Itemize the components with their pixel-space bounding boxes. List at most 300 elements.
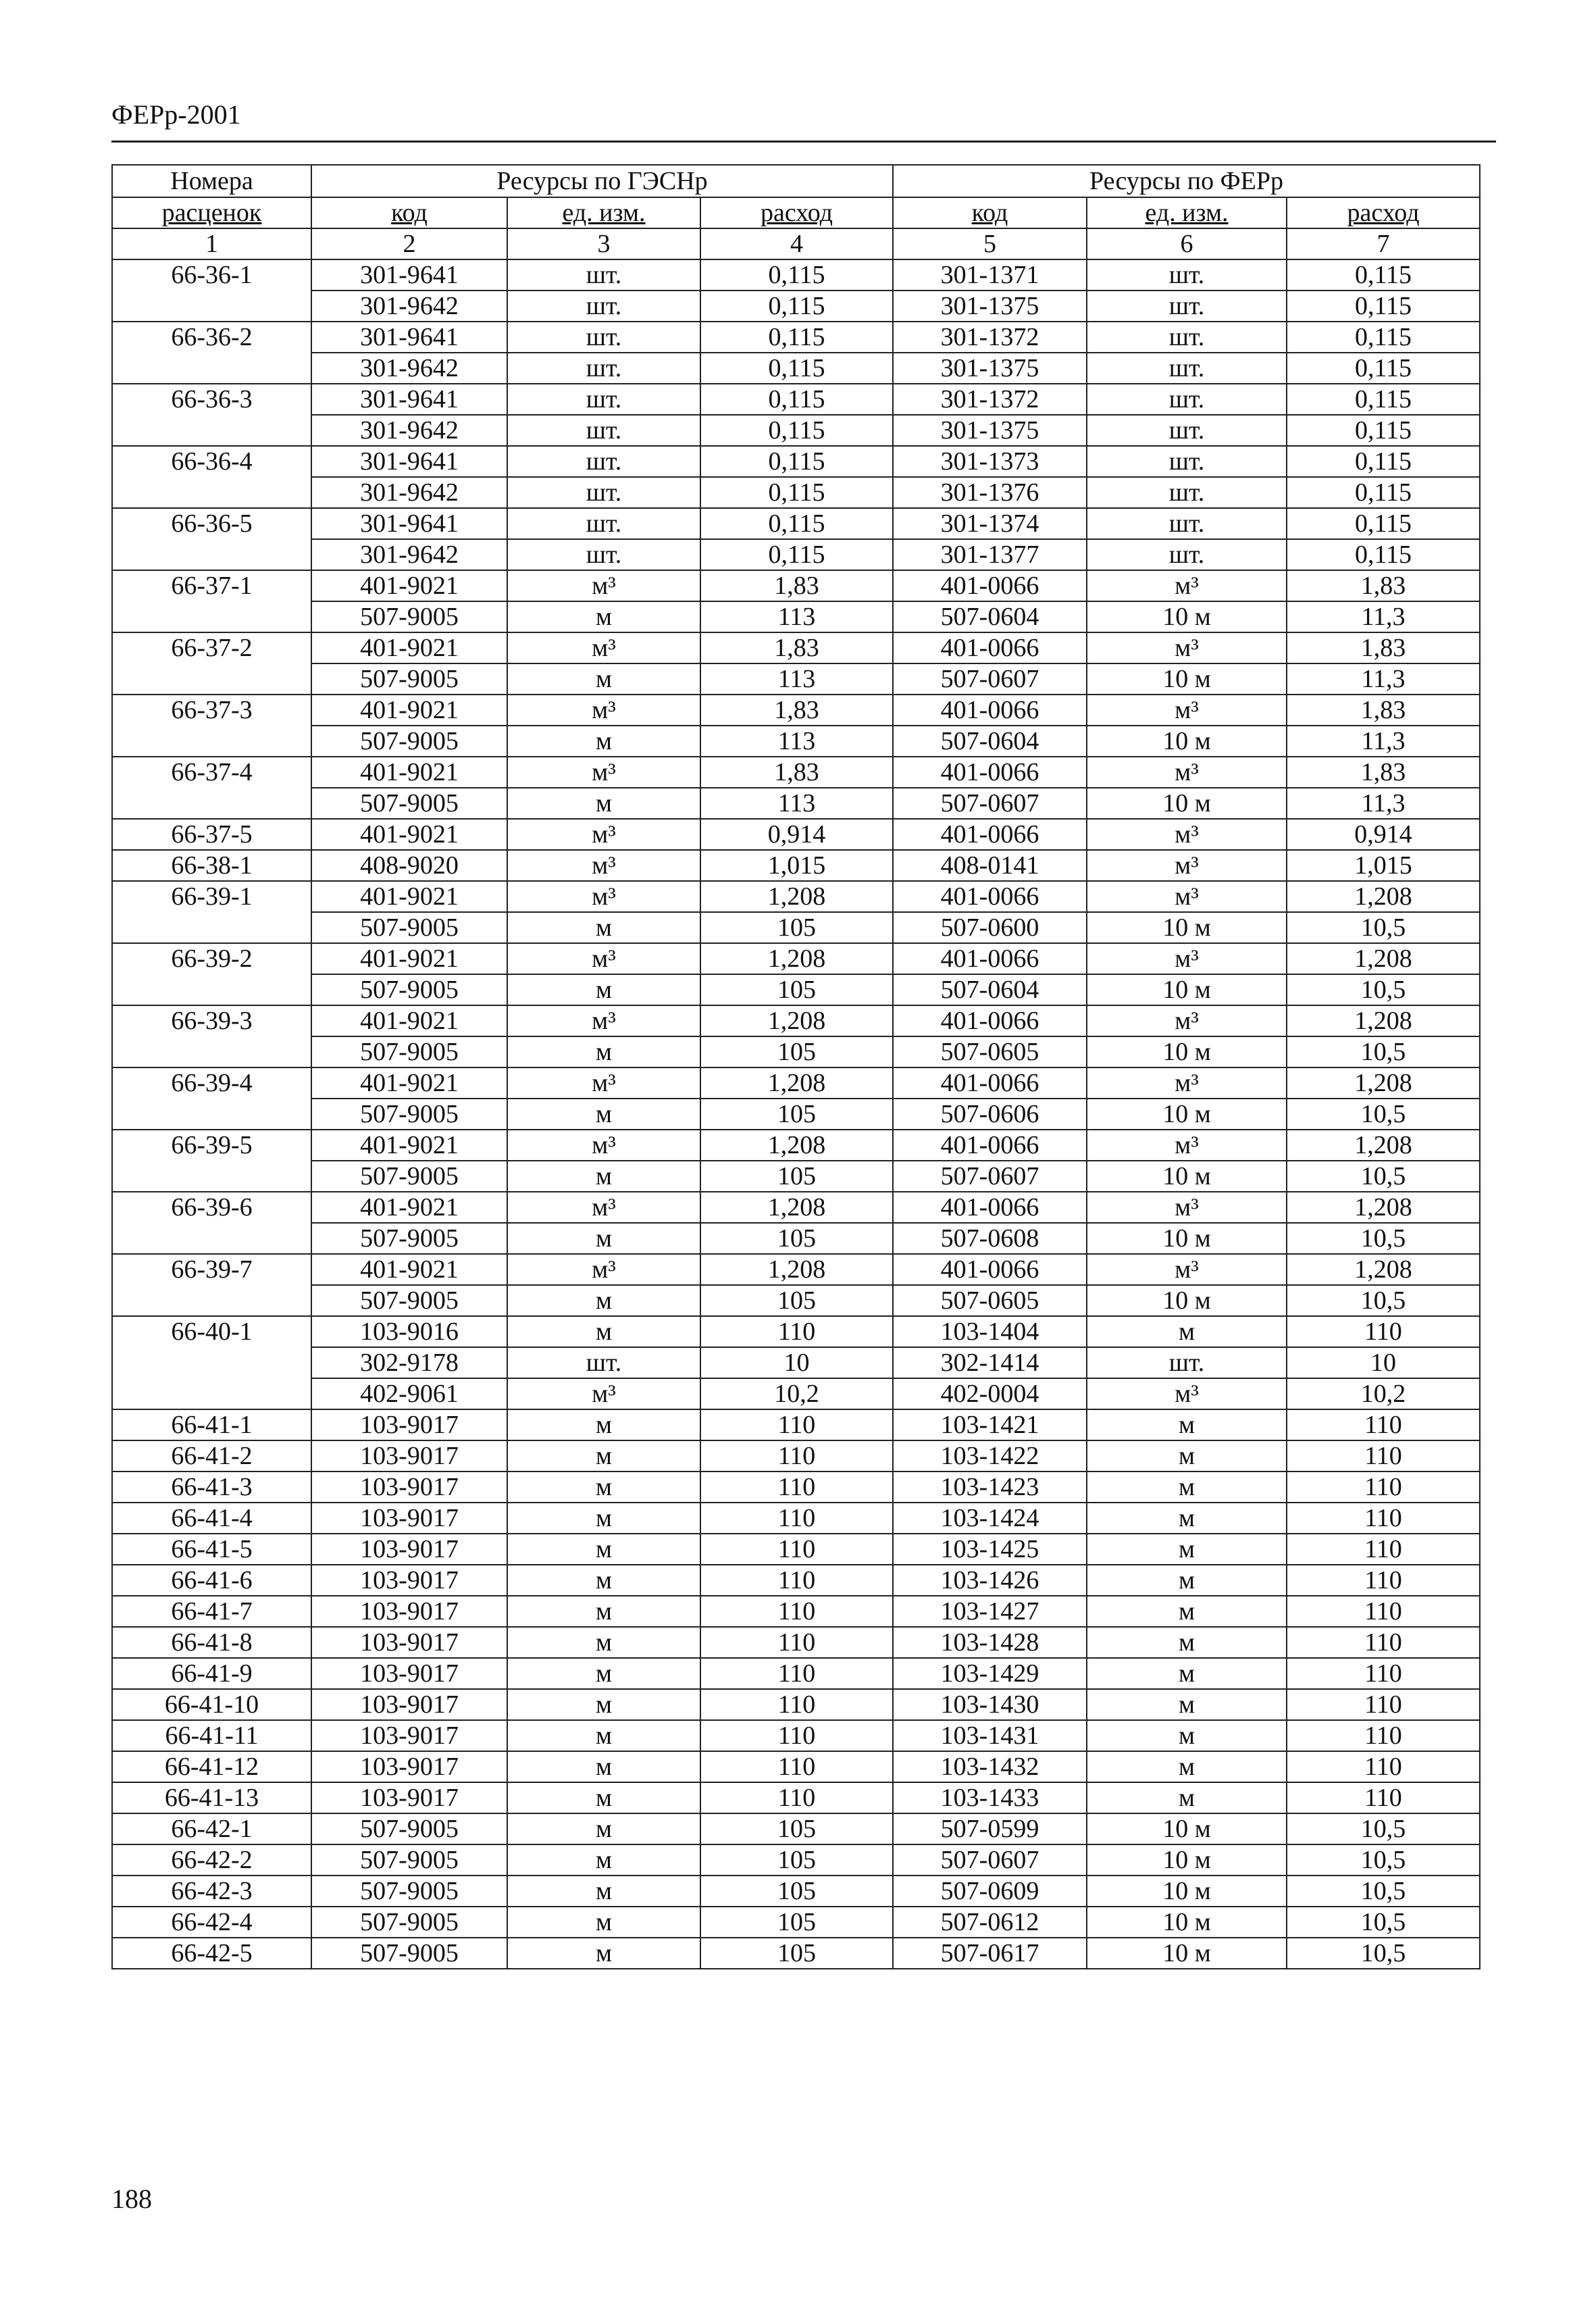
ferr-unit-cell: м³ <box>1087 1378 1287 1409</box>
ferr-code-cell: 507-0612 <box>893 1907 1087 1938</box>
gesnr-code-cell: 301-9642 <box>311 291 507 322</box>
gesnr-unit-cell: м <box>507 788 700 819</box>
table-row <box>112 726 1480 757</box>
gesnr-unit-cell: шт. <box>507 322 700 353</box>
gesnr-unit-cell: м <box>507 1751 700 1782</box>
ferr-consumption-cell: 10,5 <box>1287 974 1480 1005</box>
gesnr-unit-cell: м³ <box>507 819 700 850</box>
ferr-unit-cell: шт. <box>1087 1347 1287 1378</box>
gesnr-unit-cell: м <box>507 1907 700 1938</box>
ferr-consumption-cell: 10,5 <box>1287 1876 1480 1907</box>
gesnr-unit-cell: шт. <box>507 384 700 415</box>
rate-number-cell: 66-39-5 <box>112 1130 311 1192</box>
ferr-consumption-cell: 110 <box>1287 1782 1480 1813</box>
ferr-unit-cell: шт. <box>1087 477 1287 508</box>
gesnr-consumption-cell: 113 <box>700 663 893 695</box>
gesnr-consumption-cell: 105 <box>700 1285 893 1316</box>
col-index: 7 <box>1287 228 1480 259</box>
rate-number-cell: 66-42-1 <box>112 1813 311 1844</box>
ferr-code-cell: 401-0066 <box>893 1254 1087 1285</box>
table-row <box>112 788 1480 819</box>
ferr-unit-cell: шт. <box>1087 291 1287 322</box>
ferr-unit-cell: м³ <box>1087 943 1287 974</box>
ferr-consumption-cell: 1,208 <box>1287 1130 1480 1161</box>
gesnr-unit-cell: м <box>507 1720 700 1751</box>
ferr-unit-cell: м³ <box>1087 1254 1287 1285</box>
rate-number-cell: 66-42-3 <box>112 1876 311 1907</box>
gesnr-consumption-cell: 1,208 <box>700 1254 893 1285</box>
ferr-consumption-cell: 1,208 <box>1287 1192 1480 1223</box>
gesnr-consumption-cell: 0,115 <box>700 291 893 322</box>
ferr-code-cell: 408-0141 <box>893 850 1087 881</box>
rate-number-cell: 66-39-3 <box>112 1005 311 1067</box>
ferr-consumption-cell: 110 <box>1287 1409 1480 1440</box>
table-row <box>112 1161 1480 1192</box>
ferr-consumption-cell: 1,208 <box>1287 1254 1480 1285</box>
gesnr-unit-cell: м <box>507 1876 700 1907</box>
gesnr-consumption-cell: 0,115 <box>700 477 893 508</box>
ferr-consumption-cell: 10,5 <box>1287 1161 1480 1192</box>
rate-number-cell: 66-40-1 <box>112 1316 311 1409</box>
gesnr-consumption-cell: 0,115 <box>700 353 893 384</box>
table-row <box>112 353 1480 384</box>
gesnr-consumption-cell: 110 <box>700 1627 893 1658</box>
table-row <box>112 881 1480 912</box>
gesnr-consumption-cell: 110 <box>700 1409 893 1440</box>
gesnr-code-cell: 301-9641 <box>311 259 507 291</box>
table-row <box>112 1689 1480 1720</box>
gesnr-unit-cell: м³ <box>507 1378 700 1409</box>
gesnr-consumption-cell: 113 <box>700 788 893 819</box>
table-row <box>112 1036 1480 1067</box>
ferr-code-cell: 103-1431 <box>893 1720 1087 1751</box>
table-row <box>112 1347 1480 1378</box>
ferr-consumption-cell: 11,3 <box>1287 663 1480 695</box>
gesnr-code-cell: 507-9005 <box>311 912 507 943</box>
ferr-unit-cell: м <box>1087 1565 1287 1596</box>
table-row <box>112 663 1480 695</box>
table-row <box>112 1876 1480 1907</box>
table-row <box>112 1223 1480 1254</box>
header-row-indices <box>112 228 1480 259</box>
ferr-unit-cell: шт. <box>1087 353 1287 384</box>
ferr-code-cell: 301-1373 <box>893 446 1087 477</box>
table-row <box>112 291 1480 322</box>
ferr-code-cell: 103-1432 <box>893 1751 1087 1782</box>
rate-number-cell: 66-38-1 <box>112 850 311 881</box>
table-row <box>112 943 1480 974</box>
gesnr-consumption-cell: 113 <box>700 726 893 757</box>
col-group-ferr: Ресурсы по ФЕРр <box>893 165 1480 197</box>
ferr-unit-cell: 10 м <box>1087 663 1287 695</box>
gesnr-unit-cell: м³ <box>507 1192 700 1223</box>
table-row <box>112 1720 1480 1751</box>
ferr-unit-cell: 10 м <box>1087 1285 1287 1316</box>
ferr-consumption-cell: 0,115 <box>1287 415 1480 446</box>
ferr-code-cell: 507-0604 <box>893 726 1087 757</box>
table-row <box>112 757 1480 788</box>
ferr-code-cell: 301-1376 <box>893 477 1087 508</box>
ferr-consumption-cell: 0,115 <box>1287 322 1480 353</box>
table-row <box>112 1130 1480 1161</box>
gesnr-code-cell: 103-9017 <box>311 1689 507 1720</box>
rate-number-cell: 66-41-10 <box>112 1689 311 1720</box>
gesnr-code-cell: 408-9020 <box>311 850 507 881</box>
ferr-unit-cell: м³ <box>1087 1192 1287 1223</box>
gesnr-code-cell: 507-9005 <box>311 788 507 819</box>
gesnr-consumption-cell: 0,115 <box>700 415 893 446</box>
gesnr-code-cell: 401-9021 <box>311 1254 507 1285</box>
ferr-unit-cell: м³ <box>1087 819 1287 850</box>
page-number: 188 <box>111 2184 152 2214</box>
gesnr-unit-cell: шт. <box>507 446 700 477</box>
table-row <box>112 1472 1480 1503</box>
ferr-consumption-cell: 1,208 <box>1287 881 1480 912</box>
ferr-code-cell: 103-1422 <box>893 1440 1087 1472</box>
gesnr-code-cell: 401-9021 <box>311 695 507 726</box>
ferr-code-cell: 301-1372 <box>893 322 1087 353</box>
col-index: 3 <box>507 228 700 259</box>
gesnr-unit-cell: м <box>507 1503 700 1534</box>
ferr-code-cell: 401-0066 <box>893 695 1087 726</box>
ferr-code-cell: 507-0608 <box>893 1223 1087 1254</box>
ferr-consumption-cell: 10 <box>1287 1347 1480 1378</box>
gesnr-unit-cell: м³ <box>507 1130 700 1161</box>
gesnr-consumption-cell: 0,115 <box>700 259 893 291</box>
ferr-consumption-cell: 0,115 <box>1287 259 1480 291</box>
ferr-code-cell: 302-1414 <box>893 1347 1087 1378</box>
ferr-code-cell: 301-1377 <box>893 539 1087 570</box>
gesnr-consumption-cell: 110 <box>700 1658 893 1689</box>
ferr-consumption-cell: 10,5 <box>1287 1223 1480 1254</box>
ferr-unit-cell: шт. <box>1087 508 1287 539</box>
gesnr-code-cell: 507-9005 <box>311 601 507 632</box>
gesnr-consumption-cell: 110 <box>700 1503 893 1534</box>
gesnr-unit-cell: м <box>507 726 700 757</box>
ferr-unit-cell: м³ <box>1087 850 1287 881</box>
table-row <box>112 819 1480 850</box>
ferr-unit-cell: 10 м <box>1087 1844 1287 1876</box>
ferr-code-cell: 301-1375 <box>893 291 1087 322</box>
gesnr-consumption-cell: 105 <box>700 912 893 943</box>
ferr-consumption-cell: 1,83 <box>1287 695 1480 726</box>
ferr-consumption-cell: 0,914 <box>1287 819 1480 850</box>
gesnr-code-cell: 103-9016 <box>311 1316 507 1347</box>
table-row <box>112 384 1480 415</box>
ferr-consumption-cell: 0,115 <box>1287 539 1480 570</box>
ferr-code-cell: 507-0604 <box>893 601 1087 632</box>
ferr-unit-cell: м <box>1087 1472 1287 1503</box>
gesnr-unit-cell: м³ <box>507 632 700 663</box>
gesnr-code-cell: 507-9005 <box>311 1876 507 1907</box>
ferr-code-cell: 103-1427 <box>893 1596 1087 1627</box>
ferr-unit-cell: м <box>1087 1689 1287 1720</box>
gesnr-code-cell: 103-9017 <box>311 1751 507 1782</box>
ferr-consumption-cell: 110 <box>1287 1627 1480 1658</box>
gesnr-consumption-cell: 110 <box>700 1534 893 1565</box>
gesnr-code-cell: 301-9642 <box>311 477 507 508</box>
rate-number-cell: 66-42-5 <box>112 1938 311 1969</box>
gesnr-unit-cell: м³ <box>507 850 700 881</box>
ferr-consumption-cell: 1,208 <box>1287 943 1480 974</box>
gesnr-unit-cell: шт. <box>507 259 700 291</box>
ferr-code-cell: 103-1421 <box>893 1409 1087 1440</box>
ferr-code-cell: 507-0604 <box>893 974 1087 1005</box>
table-row <box>112 1565 1480 1596</box>
rate-number-cell: 66-36-3 <box>112 384 311 446</box>
ferr-code-cell: 507-0599 <box>893 1813 1087 1844</box>
ferr-consumption-cell: 0,115 <box>1287 477 1480 508</box>
gesnr-consumption-cell: 1,015 <box>700 850 893 881</box>
gesnr-consumption-cell: 0,115 <box>700 384 893 415</box>
gesnr-consumption-cell: 1,208 <box>700 1067 893 1099</box>
ferr-code-cell: 301-1372 <box>893 384 1087 415</box>
gesnr-code-cell: 401-9021 <box>311 632 507 663</box>
gesnr-unit-cell: м <box>507 1844 700 1876</box>
gesnr-unit-cell: шт. <box>507 291 700 322</box>
gesnr-unit-cell: м <box>507 1036 700 1067</box>
gesnr-consumption-cell: 10,2 <box>700 1378 893 1409</box>
gesnr-consumption-cell: 1,83 <box>700 757 893 788</box>
ferr-unit-cell: 10 м <box>1087 912 1287 943</box>
ferr-consumption-cell: 110 <box>1287 1472 1480 1503</box>
rate-number-cell: 66-41-13 <box>112 1782 311 1813</box>
table-row <box>112 974 1480 1005</box>
header-row-groups <box>112 165 1480 197</box>
gesnr-unit-cell: м <box>507 1534 700 1565</box>
gesnr-consumption-cell: 1,83 <box>700 570 893 601</box>
table-row <box>112 1067 1480 1099</box>
gesnr-consumption-cell: 110 <box>700 1596 893 1627</box>
subheader-gesnr-unit: ед. изм. <box>507 197 700 228</box>
gesnr-code-cell: 507-9005 <box>311 726 507 757</box>
rate-number-cell: 66-41-8 <box>112 1627 311 1658</box>
table-row <box>112 912 1480 943</box>
gesnr-unit-cell: шт. <box>507 508 700 539</box>
ferr-consumption-cell: 1,83 <box>1287 570 1480 601</box>
rate-number-cell: 66-41-12 <box>112 1751 311 1782</box>
table-row <box>112 1627 1480 1658</box>
table-row <box>112 1658 1480 1689</box>
col-index: 6 <box>1087 228 1287 259</box>
gesnr-code-cell: 301-9641 <box>311 322 507 353</box>
ferr-code-cell: 401-0066 <box>893 881 1087 912</box>
gesnr-unit-cell: м <box>507 1440 700 1472</box>
gesnr-unit-cell: м³ <box>507 943 700 974</box>
ferr-code-cell: 401-0066 <box>893 570 1087 601</box>
gesnr-unit-cell: м <box>507 1627 700 1658</box>
ferr-code-cell: 301-1375 <box>893 353 1087 384</box>
gesnr-consumption-cell: 105 <box>700 1036 893 1067</box>
gesnr-consumption-cell: 0,115 <box>700 539 893 570</box>
ferr-code-cell: 401-0066 <box>893 1005 1087 1036</box>
ferr-consumption-cell: 1,208 <box>1287 1067 1480 1099</box>
ferr-code-cell: 507-0606 <box>893 1099 1087 1130</box>
table-row <box>112 1316 1480 1347</box>
gesnr-unit-cell: шт. <box>507 353 700 384</box>
ferr-unit-cell: 10 м <box>1087 1907 1287 1938</box>
ferr-unit-cell: м³ <box>1087 570 1287 601</box>
ferr-code-cell: 507-0607 <box>893 1844 1087 1876</box>
table-row <box>112 508 1480 539</box>
document-header-title: ФЕРр-2001 <box>111 99 241 130</box>
ferr-consumption-cell: 110 <box>1287 1440 1480 1472</box>
ferr-consumption-cell: 10,5 <box>1287 1938 1480 1969</box>
ferr-consumption-cell: 110 <box>1287 1658 1480 1689</box>
gesnr-code-cell: 507-9005 <box>311 1285 507 1316</box>
gesnr-code-cell: 103-9017 <box>311 1627 507 1658</box>
gesnr-unit-cell: м³ <box>507 1067 700 1099</box>
gesnr-unit-cell: м³ <box>507 1005 700 1036</box>
rate-number-cell: 66-36-5 <box>112 508 311 570</box>
gesnr-consumption-cell: 0,914 <box>700 819 893 850</box>
gesnr-consumption-cell: 110 <box>700 1472 893 1503</box>
ferr-unit-cell: м <box>1087 1720 1287 1751</box>
gesnr-unit-cell: м <box>507 1658 700 1689</box>
gesnr-code-cell: 507-9005 <box>311 1099 507 1130</box>
ferr-code-cell: 401-0066 <box>893 1067 1087 1099</box>
gesnr-code-cell: 103-9017 <box>311 1503 507 1534</box>
gesnr-unit-cell: м <box>507 1565 700 1596</box>
rate-number-cell: 66-36-1 <box>112 259 311 322</box>
ferr-code-cell: 401-0066 <box>893 632 1087 663</box>
gesnr-unit-cell: м <box>507 1689 700 1720</box>
ferr-unit-cell: м <box>1087 1503 1287 1534</box>
ferr-consumption-cell: 10,5 <box>1287 1844 1480 1876</box>
gesnr-code-cell: 301-9642 <box>311 539 507 570</box>
gesnr-consumption-cell: 0,115 <box>700 508 893 539</box>
ferr-code-cell: 301-1374 <box>893 508 1087 539</box>
ferr-consumption-cell: 1,015 <box>1287 850 1480 881</box>
ferr-code-cell: 103-1426 <box>893 1565 1087 1596</box>
ferr-consumption-cell: 110 <box>1287 1720 1480 1751</box>
gesnr-consumption-cell: 0,115 <box>700 446 893 477</box>
ferr-consumption-cell: 10,5 <box>1287 1099 1480 1130</box>
gesnr-unit-cell: шт. <box>507 477 700 508</box>
ferr-consumption-cell: 10,5 <box>1287 1285 1480 1316</box>
table-row <box>112 1440 1480 1472</box>
gesnr-consumption-cell: 105 <box>700 1844 893 1876</box>
gesnr-code-cell: 103-9017 <box>311 1720 507 1751</box>
subheader-gesnr-consumption: расход <box>700 197 893 228</box>
ferr-code-cell: 402-0004 <box>893 1378 1087 1409</box>
gesnr-code-cell: 507-9005 <box>311 1813 507 1844</box>
rate-number-cell: 66-39-2 <box>112 943 311 1005</box>
gesnr-consumption-cell: 1,208 <box>700 1005 893 1036</box>
gesnr-code-cell: 301-9641 <box>311 508 507 539</box>
ferr-unit-cell: м <box>1087 1751 1287 1782</box>
gesnr-code-cell: 103-9017 <box>311 1565 507 1596</box>
gesnr-code-cell: 401-9021 <box>311 819 507 850</box>
gesnr-consumption-cell: 1,208 <box>700 1130 893 1161</box>
table-row <box>112 1907 1480 1938</box>
col-index: 4 <box>700 228 893 259</box>
table-row <box>112 1005 1480 1036</box>
ferr-unit-cell: 10 м <box>1087 726 1287 757</box>
ferr-unit-cell: шт. <box>1087 384 1287 415</box>
header-row-sub <box>112 197 1480 228</box>
ferr-unit-cell: шт. <box>1087 539 1287 570</box>
gesnr-code-cell: 302-9178 <box>311 1347 507 1378</box>
ferr-unit-cell: 10 м <box>1087 601 1287 632</box>
ferr-unit-cell: м³ <box>1087 1130 1287 1161</box>
ferr-code-cell: 507-0617 <box>893 1938 1087 1969</box>
ferr-consumption-cell: 110 <box>1287 1503 1480 1534</box>
ferr-unit-cell: м³ <box>1087 1005 1287 1036</box>
gesnr-code-cell: 401-9021 <box>311 1130 507 1161</box>
ferr-consumption-cell: 10,5 <box>1287 1813 1480 1844</box>
rate-number-cell: 66-42-4 <box>112 1907 311 1938</box>
ferr-consumption-cell: 110 <box>1287 1534 1480 1565</box>
gesnr-code-cell: 103-9017 <box>311 1534 507 1565</box>
rate-number-cell: 66-37-4 <box>112 757 311 819</box>
ferr-unit-cell: м <box>1087 1316 1287 1347</box>
gesnr-unit-cell: м <box>507 1938 700 1969</box>
ferr-unit-cell: м <box>1087 1409 1287 1440</box>
gesnr-code-cell: 507-9005 <box>311 1844 507 1876</box>
ferr-unit-cell: 10 м <box>1087 1876 1287 1907</box>
subheader-ferr-unit: ед. изм. <box>1087 197 1287 228</box>
ferr-code-cell: 103-1433 <box>893 1782 1087 1813</box>
table-row <box>112 570 1480 601</box>
col-index: 1 <box>112 228 311 259</box>
rate-number-cell: 66-41-11 <box>112 1720 311 1751</box>
rate-number-cell: 66-41-2 <box>112 1440 311 1472</box>
ferr-code-cell: 507-0607 <box>893 788 1087 819</box>
ferr-code-cell: 507-0607 <box>893 663 1087 695</box>
ferr-code-cell: 507-0600 <box>893 912 1087 943</box>
gesnr-consumption-cell: 110 <box>700 1316 893 1347</box>
rate-number-cell: 66-42-2 <box>112 1844 311 1876</box>
gesnr-unit-cell: м <box>507 663 700 695</box>
gesnr-code-cell: 301-9642 <box>311 353 507 384</box>
gesnr-code-cell: 401-9021 <box>311 1192 507 1223</box>
gesnr-code-cell: 401-9021 <box>311 570 507 601</box>
rate-number-cell: 66-41-6 <box>112 1565 311 1596</box>
gesnr-code-cell: 301-9641 <box>311 384 507 415</box>
col-number-header-line2: расценок <box>112 197 311 228</box>
ferr-code-cell: 401-0066 <box>893 819 1087 850</box>
gesnr-unit-cell: м <box>507 1223 700 1254</box>
gesnr-consumption-cell: 1,208 <box>700 943 893 974</box>
ferr-code-cell: 103-1404 <box>893 1316 1087 1347</box>
rate-number-cell: 66-41-5 <box>112 1534 311 1565</box>
ferr-code-cell: 401-0066 <box>893 757 1087 788</box>
rate-number-cell: 66-36-4 <box>112 446 311 508</box>
gesnr-unit-cell: м <box>507 1409 700 1440</box>
gesnr-unit-cell: м <box>507 1285 700 1316</box>
gesnr-code-cell: 507-9005 <box>311 1036 507 1067</box>
ferr-unit-cell: м³ <box>1087 757 1287 788</box>
gesnr-code-cell: 103-9017 <box>311 1409 507 1440</box>
ferr-code-cell: 103-1423 <box>893 1472 1087 1503</box>
gesnr-unit-cell: м <box>507 1099 700 1130</box>
gesnr-code-cell: 507-9005 <box>311 1223 507 1254</box>
ferr-consumption-cell: 11,3 <box>1287 726 1480 757</box>
table-row <box>112 1192 1480 1223</box>
ferr-code-cell: 103-1429 <box>893 1658 1087 1689</box>
subheader-gesnr-code: код <box>311 197 507 228</box>
rate-number-cell: 66-41-3 <box>112 1472 311 1503</box>
ferr-code-cell: 507-0607 <box>893 1161 1087 1192</box>
ferr-code-cell: 401-0066 <box>893 943 1087 974</box>
table-row <box>112 322 1480 353</box>
subheader-ferr-consumption: расход <box>1287 197 1480 228</box>
gesnr-unit-cell: м <box>507 1472 700 1503</box>
gesnr-consumption-cell: 1,208 <box>700 881 893 912</box>
ferr-unit-cell: шт. <box>1087 259 1287 291</box>
gesnr-consumption-cell: 1,83 <box>700 632 893 663</box>
